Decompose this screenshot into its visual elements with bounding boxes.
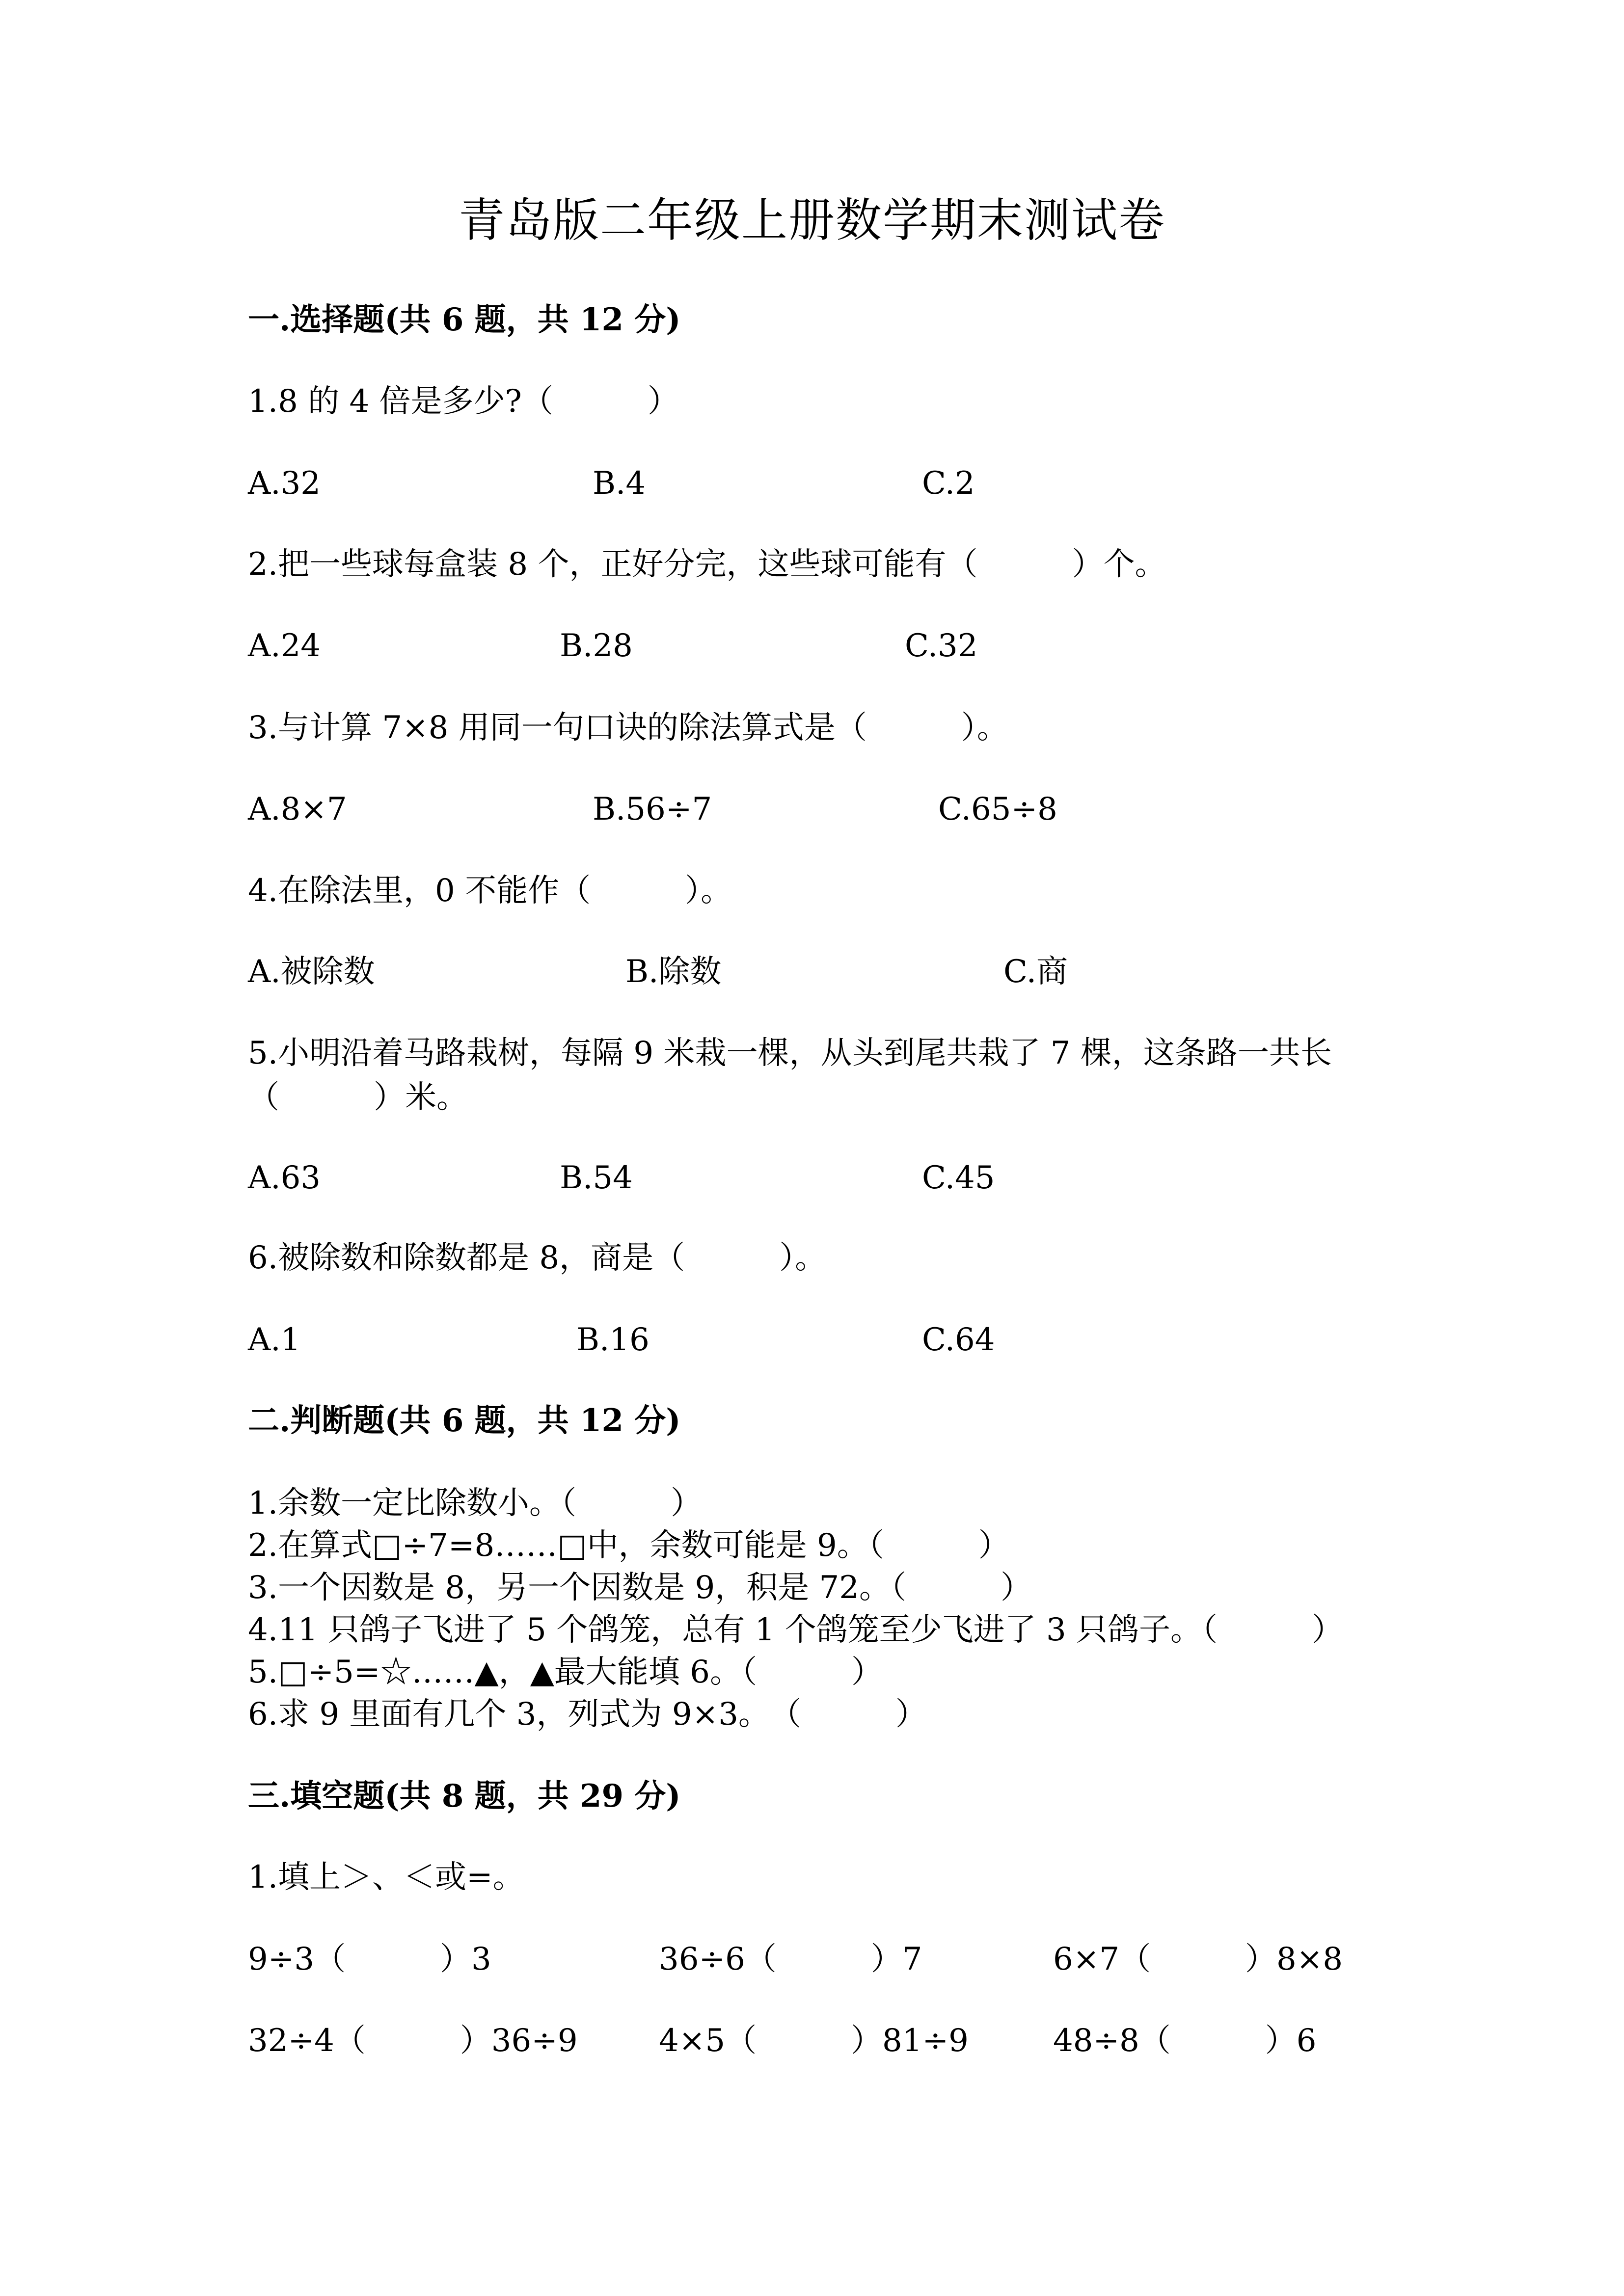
judgement-item-4: 4.11 只鸽子飞进了 5 个鸽笼，总有 1 个鸽笼至少飞进了 3 只鸽子。（ ） <box>248 1612 1344 1648</box>
choice-option-4c: C.商 <box>1003 954 1068 990</box>
section-heading-judgement: 二.判断题(共 6 题，共 12 分) <box>248 1402 681 1439</box>
choice-question-5-cont: （ ）米。 <box>248 1079 468 1116</box>
choice-question-4: 4.在除法里，0 不能作（ ）。 <box>248 873 732 909</box>
choice-option-6c: C.64 <box>922 1322 995 1358</box>
choice-option-6a: A.1 <box>248 1322 301 1358</box>
choice-option-2b: B.28 <box>560 628 633 664</box>
judgement-item-5: 5.□÷5=☆……▲，▲最大能填 6。（ ） <box>248 1654 883 1690</box>
judgement-item-2: 2.在算式□÷7=8……□中，余数可能是 9。（ ） <box>248 1527 1010 1564</box>
fill-question-1: 1.填上＞、＜或=。 <box>248 1859 524 1896</box>
choice-option-2a: A.24 <box>248 628 321 664</box>
choice-option-3c: C.65÷8 <box>938 791 1057 828</box>
choice-question-2: 2.把一些球每盒装 8 个，正好分完，这些球可能有（ ）个。 <box>248 546 1166 583</box>
choice-option-2c: C.32 <box>905 628 978 664</box>
choice-option-6b: B.16 <box>576 1322 650 1358</box>
choice-option-3b: B.56÷7 <box>593 791 712 828</box>
choice-option-1b: B.4 <box>593 465 646 502</box>
judgement-item-3: 3.一个因数是 8，另一个因数是 9，积是 72。（ ） <box>248 1570 1032 1606</box>
fill-item-2: 36÷6（ ）7 <box>659 1941 922 1977</box>
judgement-item-6: 6.求 9 里面有几个 3，列式为 9×3。 （ ） <box>248 1696 927 1733</box>
fill-item-1: 9÷3（ ）3 <box>248 1941 491 1977</box>
judgement-item-1: 1.余数一定比除数小。（ ） <box>248 1485 703 1522</box>
fill-item-5: 4×5（ ）81÷9 <box>659 2023 969 2059</box>
choice-option-4b: B.除数 <box>625 954 722 990</box>
choice-option-4a: A.被除数 <box>248 954 375 990</box>
choice-question-5: 5.小明沿着马路栽树，每隔 9 米栽一棵，从头到尾共栽了 7 棵，这条路一共长 <box>248 1035 1332 1071</box>
choice-option-5a: A.63 <box>248 1160 321 1196</box>
section-heading-choice: 一.选择题(共 6 题，共 12 分) <box>248 301 681 338</box>
choice-question-1: 1.8 的 4 倍是多少?（ ） <box>248 383 679 420</box>
choice-option-3a: A.8×7 <box>248 791 347 828</box>
fill-item-6: 48÷8（ ）6 <box>1053 2023 1317 2059</box>
fill-item-3: 6×7（ ）8×8 <box>1053 1941 1343 1977</box>
fill-item-4: 32÷4（ ）36÷9 <box>248 2023 578 2059</box>
section-heading-fill: 三.填空题(共 8 题，共 29 分) <box>248 1778 681 1815</box>
page-title: 青岛版二年级上册数学期末测试卷 <box>458 194 1165 247</box>
choice-question-6: 6.被除数和除数都是 8，商是（ ）。 <box>248 1240 827 1276</box>
choice-option-5b: B.54 <box>560 1160 633 1196</box>
choice-question-3: 3.与计算 7×8 用同一句口诀的除法算式是（ ）。 <box>248 710 1008 746</box>
choice-option-1a: A.32 <box>248 465 321 502</box>
choice-option-5c: C.45 <box>922 1160 995 1196</box>
choice-option-1c: C.2 <box>922 465 975 502</box>
